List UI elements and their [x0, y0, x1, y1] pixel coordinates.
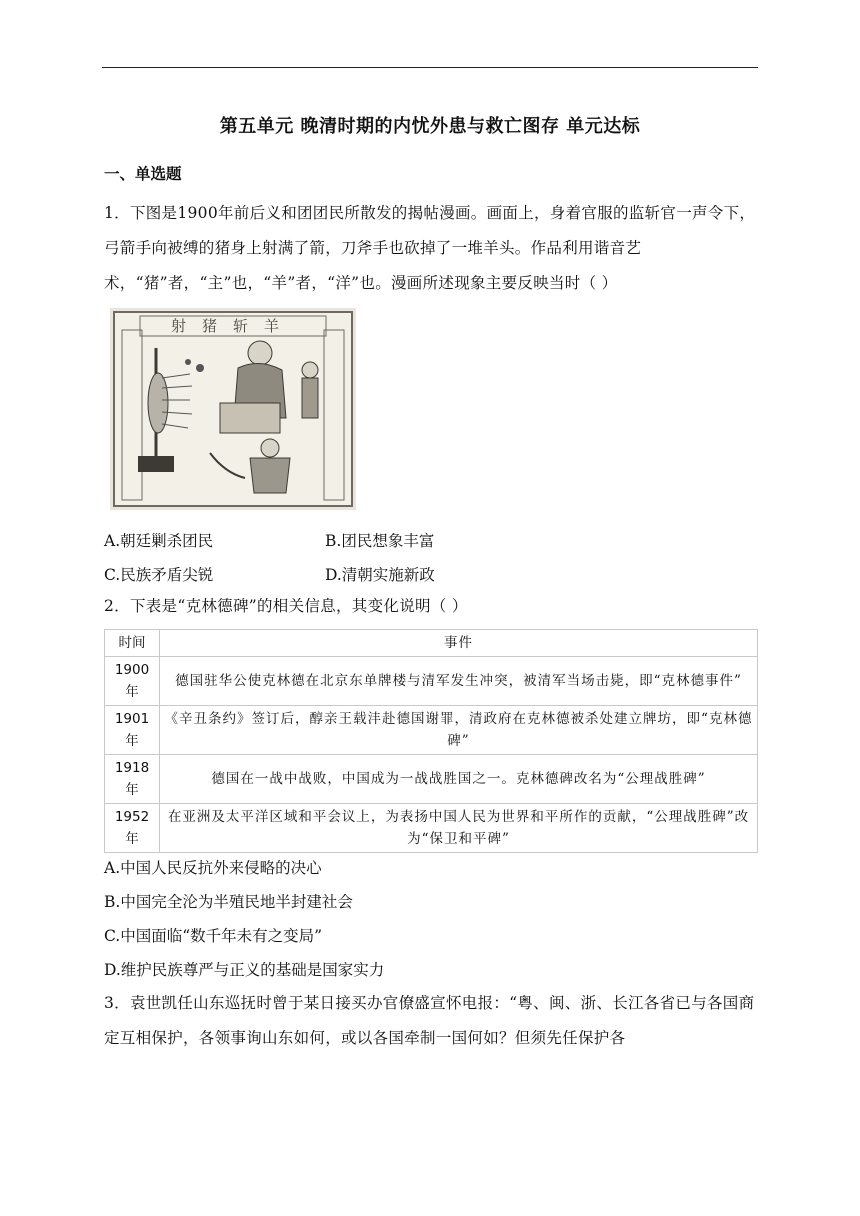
- page-title: 第五单元 晚清时期的内忧外患与救亡图存 单元达标: [219, 116, 641, 137]
- table-row: [105, 657, 758, 706]
- table-cell-event: 《辛丑条约》签订后，醇亲王载沣赴德国谢罪，清政府在克林德被杀处建立牌坊，即“克林德碑”: [160, 706, 758, 755]
- table-row: [105, 755, 758, 804]
- q2-option-a[interactable]: A.中国人民反抗外来侵略的决心: [104, 859, 322, 877]
- table-header-time: 时间: [105, 630, 160, 657]
- table-header-row: [105, 630, 758, 657]
- table-header-event: 事件: [160, 630, 758, 657]
- question-1-stem: 1．下图是1900年前后义和团团民所散发的揭帖漫画。画面上，身着官服的监斩官一声令下，弓箭手向被缚的猪身上射满了箭，刀斧手也砍掉了一堆羊头。作品利用谐音艺术，“猪”者，“主”也，“羊”者，“洋”也。漫画所述现象主要反映当时（ ）: [104, 204, 756, 292]
- table-cell-time: 1901年: [105, 706, 160, 755]
- info-table: [104, 629, 758, 853]
- table-cell-event: 德国驻华公使克林德在北京东单牌楼与清军发生冲突，被清军当场击毙，即“克林德事件”: [160, 657, 758, 706]
- header-rule: [102, 67, 758, 68]
- table-cell-time: 1900年: [105, 657, 160, 706]
- question-3-stem: 3．袁世凯任山东巡抚时曾于某日接买办官僚盛宣怀电报：“粤、闽、浙、长江各省已与各国商定互相保护，各领事询山东如何，或以各国牵制一国何如？但须先任保护各: [104, 994, 755, 1047]
- cartoon-banner-text: 射猪斩羊: [170, 317, 296, 335]
- q1-option-a[interactable]: A.朝廷剿杀团民: [104, 532, 214, 550]
- q1-option-c[interactable]: C.民族矛盾尖锐: [104, 566, 214, 584]
- cartoon-image: [110, 308, 356, 510]
- q2-option-d[interactable]: D.维护民族尊严与正义的基础是国家实力: [104, 961, 385, 979]
- q2-option-c[interactable]: C.中国面临“数千年未有之变局”: [104, 927, 323, 945]
- q1-option-d[interactable]: D.清朝实施新政: [325, 566, 435, 584]
- table-cell-time: 1952年: [105, 804, 160, 853]
- table-row: [105, 706, 758, 755]
- table-row: [105, 804, 758, 853]
- table-cell-event: 在亚洲及太平洋区域和平会议上，为表扬中国人民为世界和平所作的贡献，“公理战胜碑”改为“保卫和平碑”: [160, 804, 758, 853]
- question-2-stem: 2．下表是“克林德碑”的相关信息，其变化说明（ ）: [104, 597, 468, 615]
- table-cell-time: 1918年: [105, 755, 160, 804]
- table-cell-event: 德国在一战中战败，中国成为一战战胜国之一。克林德碑改名为“公理战胜碑”: [160, 755, 758, 804]
- q2-option-b[interactable]: B.中国完全沦为半殖民地半封建社会: [104, 893, 353, 911]
- q1-option-b[interactable]: B.团民想象丰富: [325, 532, 435, 550]
- section-heading: 一、单选题: [104, 165, 182, 183]
